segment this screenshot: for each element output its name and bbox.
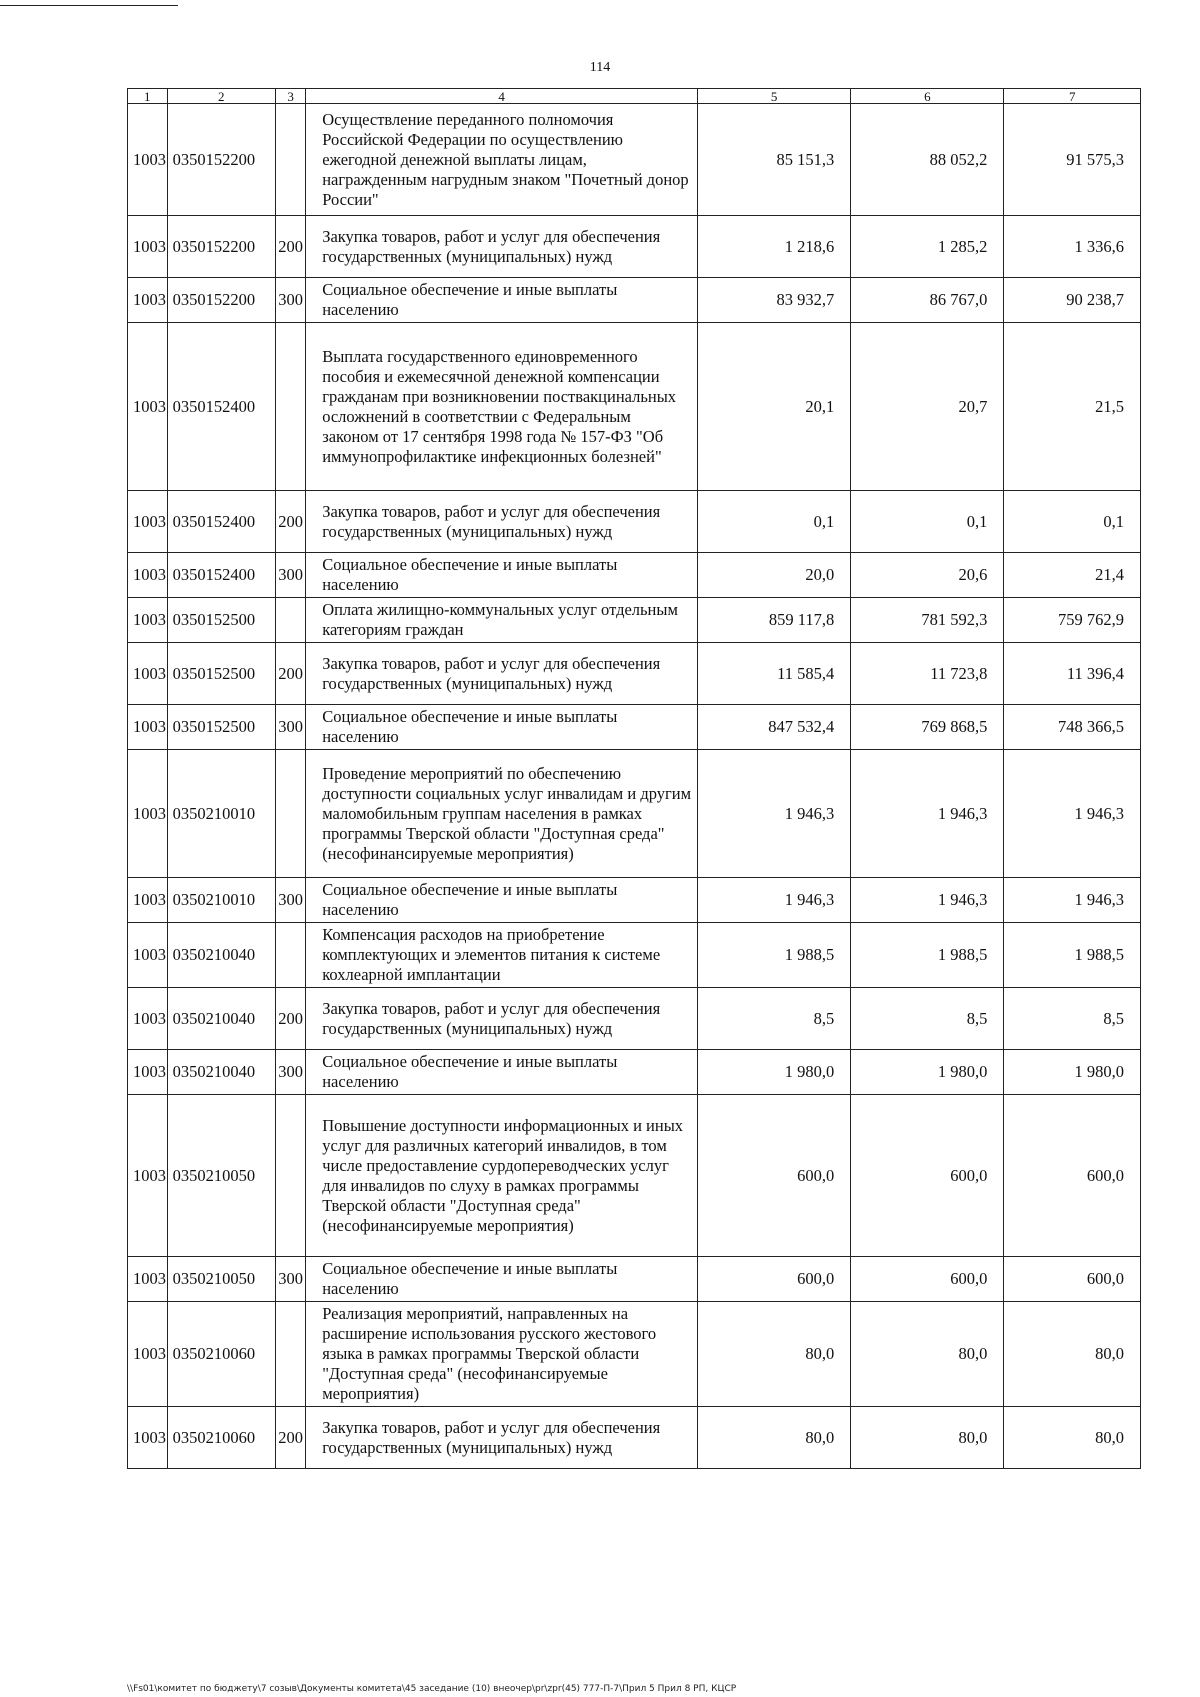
- cell-csr: 0350152500: [167, 643, 275, 705]
- cell-year-3: 600,0: [1004, 1257, 1141, 1302]
- cell-name: Оплата жилищно-коммунальных услуг отдельным категориям граждан: [306, 598, 698, 643]
- cell-razdel: 1003: [128, 1095, 168, 1257]
- cell-year-3: 748 366,5: [1004, 705, 1141, 750]
- cell-name: Социальное обеспечение и иные выплаты населению: [306, 705, 698, 750]
- cell-csr: 0350152200: [167, 278, 275, 323]
- cell-year-1: 20,0: [698, 553, 851, 598]
- cell-vr: [275, 1095, 305, 1257]
- cell-csr: 0350210040: [167, 923, 275, 988]
- cell-razdel: 1003: [128, 705, 168, 750]
- cell-vr: 300: [275, 705, 305, 750]
- cell-year-1: 83 932,7: [698, 278, 851, 323]
- cell-year-3: 21,5: [1004, 323, 1141, 491]
- cell-vr: 300: [275, 278, 305, 323]
- cell-razdel: 1003: [128, 553, 168, 598]
- cell-year-2: 1 946,3: [851, 750, 1004, 878]
- cell-year-1: 1 218,6: [698, 216, 851, 278]
- table-row: [128, 1302, 1141, 1407]
- budget-table: [127, 88, 1141, 1469]
- cell-name: Компенсация расходов на приобретение комплектующих и элементов питания к системе кохлеарной имплантации: [306, 923, 698, 988]
- cell-year-3: 1 946,3: [1004, 750, 1141, 878]
- cell-year-2: 20,7: [851, 323, 1004, 491]
- cell-vr: [275, 323, 305, 491]
- cell-year-2: 86 767,0: [851, 278, 1004, 323]
- table-row: [128, 878, 1141, 923]
- cell-razdel: 1003: [128, 988, 168, 1050]
- cell-year-3: 759 762,9: [1004, 598, 1141, 643]
- cell-razdel: 1003: [128, 1407, 168, 1469]
- cell-year-3: 0,1: [1004, 491, 1141, 553]
- cell-year-2: 1 988,5: [851, 923, 1004, 988]
- cell-vr: 200: [275, 491, 305, 553]
- cell-vr: [275, 750, 305, 878]
- cell-year-3: 1 946,3: [1004, 878, 1141, 923]
- table-row: [128, 104, 1141, 216]
- cell-year-2: 88 052,2: [851, 104, 1004, 216]
- cell-razdel: 1003: [128, 491, 168, 553]
- cell-name: Закупка товаров, работ и услуг для обеспечения государственных (муниципальных) нужд: [306, 1407, 698, 1469]
- header-row: [128, 89, 1141, 104]
- cell-razdel: 1003: [128, 598, 168, 643]
- cell-year-1: 1 946,3: [698, 750, 851, 878]
- cell-csr: 0350210060: [167, 1302, 275, 1407]
- cell-year-3: 21,4: [1004, 553, 1141, 598]
- cell-year-3: 600,0: [1004, 1095, 1141, 1257]
- cell-year-2: 1 285,2: [851, 216, 1004, 278]
- cell-csr: 0350152200: [167, 216, 275, 278]
- cell-year-3: 80,0: [1004, 1407, 1141, 1469]
- cell-razdel: 1003: [128, 1050, 168, 1095]
- cell-csr: 0350210050: [167, 1257, 275, 1302]
- cell-csr: 0350210010: [167, 750, 275, 878]
- cell-year-1: 847 532,4: [698, 705, 851, 750]
- cell-year-3: 11 396,4: [1004, 643, 1141, 705]
- cell-year-1: 0,1: [698, 491, 851, 553]
- footer-file-path: \\Fs01\комитет по бюджету\7 созыв\Документы комитета\45 заседание (10) внеочер\pr\zpr(45) 777-П-7\Прил 5 Прил 8 РП, КЦСР: [127, 1684, 737, 1694]
- cell-year-2: 20,6: [851, 553, 1004, 598]
- cell-razdel: 1003: [128, 643, 168, 705]
- cell-name: Осуществление переданного полномочия Российской Федерации по осуществлению ежегодной денежной выплаты лицам, награжденным нагрудным знаком "Почетный донор России": [306, 104, 698, 216]
- cell-razdel: 1003: [128, 923, 168, 988]
- header-col-2: 2: [167, 89, 275, 104]
- header-col-1: 1: [128, 89, 168, 104]
- table-row: [128, 988, 1141, 1050]
- table-row: [128, 216, 1141, 278]
- cell-name: Закупка товаров, работ и услуг для обеспечения государственных (муниципальных) нужд: [306, 491, 698, 553]
- cell-year-2: 11 723,8: [851, 643, 1004, 705]
- cell-razdel: 1003: [128, 216, 168, 278]
- cell-vr: 200: [275, 988, 305, 1050]
- cell-year-3: 8,5: [1004, 988, 1141, 1050]
- cell-vr: 200: [275, 643, 305, 705]
- cell-year-1: 1 980,0: [698, 1050, 851, 1095]
- cell-razdel: 1003: [128, 1302, 168, 1407]
- table-row: [128, 553, 1141, 598]
- cell-csr: 0350152200: [167, 104, 275, 216]
- cell-year-1: 85 151,3: [698, 104, 851, 216]
- table-row: [128, 598, 1141, 643]
- cell-name: Проведение мероприятий по обеспечению доступности социальных услуг инвалидам и другим маломобильным группам населения в рамках программы Тверской области "Доступная среда" (несофинансируемые мероприятия): [306, 750, 698, 878]
- table-row: [128, 1257, 1141, 1302]
- cell-year-3: 1 336,6: [1004, 216, 1141, 278]
- cell-year-3: 1 988,5: [1004, 923, 1141, 988]
- table-row: [128, 1407, 1141, 1469]
- cell-name: Повышение доступности информационных и иных услуг для различных категорий инвалидов, в том числе предоставление сурдопереводческих услуг для инвалидов по слуху в рамках программы Тверской области "Доступная среда" (несофинансируемые мероприятия): [306, 1095, 698, 1257]
- cell-year-1: 1 946,3: [698, 878, 851, 923]
- cell-csr: 0350152400: [167, 491, 275, 553]
- cell-name: Социальное обеспечение и иные выплаты населению: [306, 553, 698, 598]
- cell-year-2: 80,0: [851, 1302, 1004, 1407]
- cell-razdel: 1003: [128, 278, 168, 323]
- cell-csr: 0350210040: [167, 1050, 275, 1095]
- table-row: [128, 750, 1141, 878]
- cell-razdel: 1003: [128, 750, 168, 878]
- table-row: [128, 1095, 1141, 1257]
- cell-year-1: 20,1: [698, 323, 851, 491]
- header-col-6: 6: [851, 89, 1004, 104]
- cell-name: Социальное обеспечение и иные выплаты населению: [306, 278, 698, 323]
- cell-year-1: 859 117,8: [698, 598, 851, 643]
- cell-razdel: 1003: [128, 104, 168, 216]
- cell-year-2: 769 868,5: [851, 705, 1004, 750]
- cell-year-2: 600,0: [851, 1095, 1004, 1257]
- cell-name: Выплата государственного единовременного пособия и ежемесячной денежной компенсации гражданам при возникновении поствакцинальных осложнений в соответствии с Федеральным законом от 17 сентября 1998 года № 157-ФЗ "Об иммунопрофилактике инфекционных болезней": [306, 323, 698, 491]
- cell-name: Социальное обеспечение и иные выплаты населению: [306, 878, 698, 923]
- cell-csr: 0350152500: [167, 598, 275, 643]
- cell-csr: 0350152400: [167, 323, 275, 491]
- cell-vr: 200: [275, 216, 305, 278]
- cell-vr: 300: [275, 1050, 305, 1095]
- cell-csr: 0350210050: [167, 1095, 275, 1257]
- table-row: [128, 491, 1141, 553]
- cell-year-2: 1 980,0: [851, 1050, 1004, 1095]
- cell-year-1: 1 988,5: [698, 923, 851, 988]
- table-row: [128, 278, 1141, 323]
- cell-name: Закупка товаров, работ и услуг для обеспечения государственных (муниципальных) нужд: [306, 988, 698, 1050]
- header-col-4: 4: [306, 89, 698, 104]
- cell-vr: [275, 923, 305, 988]
- cell-name: Закупка товаров, работ и услуг для обеспечения государственных (муниципальных) нужд: [306, 643, 698, 705]
- cell-name: Закупка товаров, работ и услуг для обеспечения государственных (муниципальных) нужд: [306, 216, 698, 278]
- cell-name: Социальное обеспечение и иные выплаты населению: [306, 1257, 698, 1302]
- cell-vr: [275, 598, 305, 643]
- cell-year-1: 8,5: [698, 988, 851, 1050]
- header-col-3: 3: [275, 89, 305, 104]
- cell-vr: 300: [275, 1257, 305, 1302]
- cell-year-2: 600,0: [851, 1257, 1004, 1302]
- cell-year-1: 600,0: [698, 1095, 851, 1257]
- cell-year-2: 1 946,3: [851, 878, 1004, 923]
- table-row: [128, 923, 1141, 988]
- cell-year-1: 600,0: [698, 1257, 851, 1302]
- cell-year-3: 80,0: [1004, 1302, 1141, 1407]
- cell-csr: 0350210060: [167, 1407, 275, 1469]
- cell-csr: 0350152500: [167, 705, 275, 750]
- table-row: [128, 323, 1141, 491]
- header-col-5: 5: [698, 89, 851, 104]
- table-row: [128, 1050, 1141, 1095]
- table-row: [128, 643, 1141, 705]
- cell-vr: 300: [275, 878, 305, 923]
- cell-name: Реализация мероприятий, направленных на расширение использования русского жестового языка в рамках программы Тверской области "Доступная среда" (несофинансируемые мероприятия): [306, 1302, 698, 1407]
- cell-year-1: 80,0: [698, 1302, 851, 1407]
- cell-year-3: 90 238,7: [1004, 278, 1141, 323]
- cell-razdel: 1003: [128, 323, 168, 491]
- cell-year-1: 11 585,4: [698, 643, 851, 705]
- page-number: 114: [589, 60, 611, 75]
- cell-year-1: 80,0: [698, 1407, 851, 1469]
- cell-year-3: 91 575,3: [1004, 104, 1141, 216]
- cell-csr: 0350152400: [167, 553, 275, 598]
- cell-year-3: 1 980,0: [1004, 1050, 1141, 1095]
- header-col-7: 7: [1004, 89, 1141, 104]
- cell-csr: 0350210010: [167, 878, 275, 923]
- cell-vr: 300: [275, 553, 305, 598]
- cell-razdel: 1003: [128, 878, 168, 923]
- cell-vr: 200: [275, 1407, 305, 1469]
- cell-razdel: 1003: [128, 1257, 168, 1302]
- cell-year-2: 0,1: [851, 491, 1004, 553]
- cell-year-2: 8,5: [851, 988, 1004, 1050]
- cell-csr: 0350210040: [167, 988, 275, 1050]
- cell-vr: [275, 1302, 305, 1407]
- cell-year-2: 781 592,3: [851, 598, 1004, 643]
- top-rule: [0, 5, 178, 6]
- cell-vr: [275, 104, 305, 216]
- table-row: [128, 705, 1141, 750]
- cell-year-2: 80,0: [851, 1407, 1004, 1469]
- cell-name: Социальное обеспечение и иные выплаты населению: [306, 1050, 698, 1095]
